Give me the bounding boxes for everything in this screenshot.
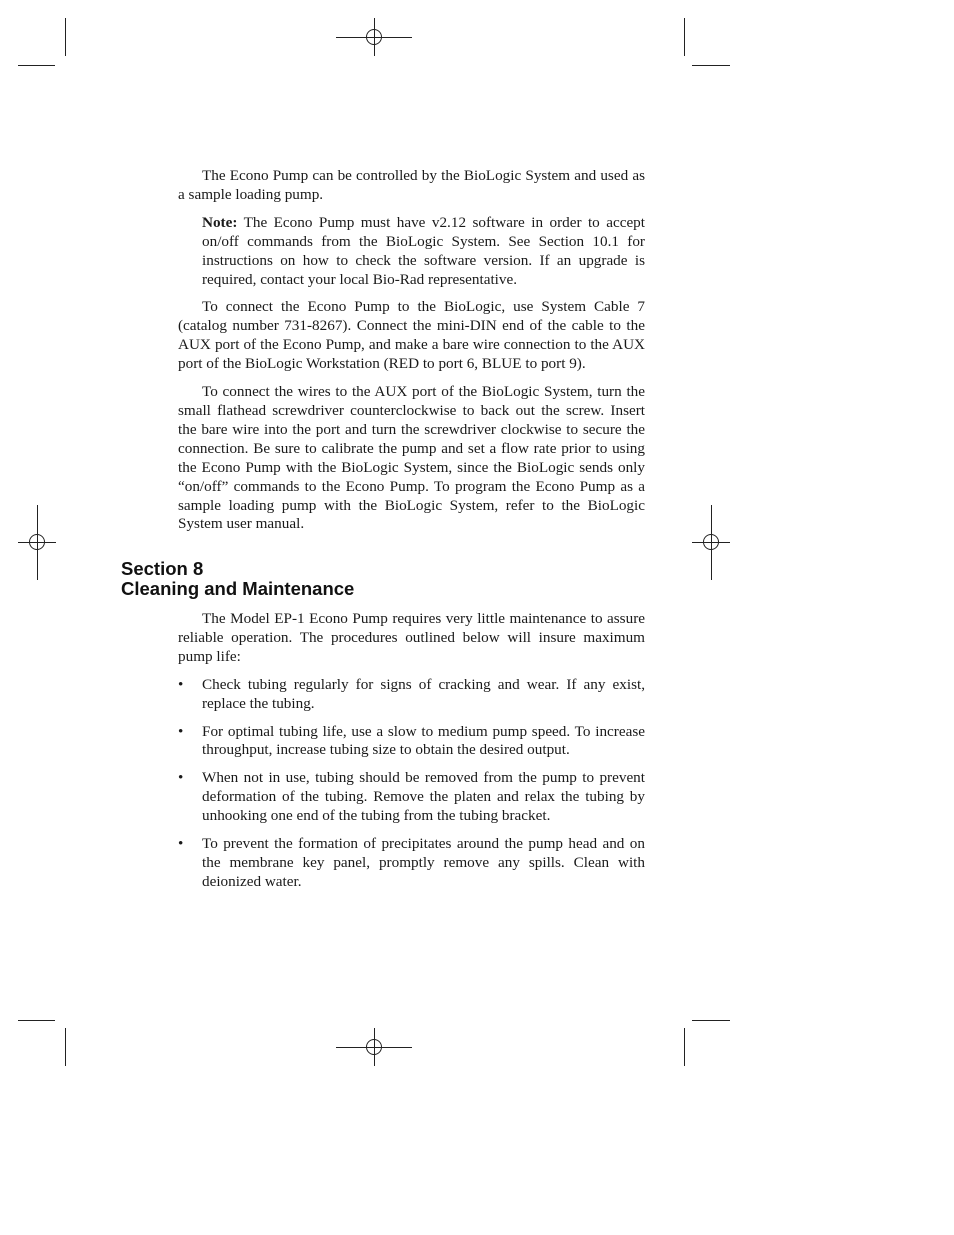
bullet-icon: • xyxy=(178,769,184,787)
intro-paragraph-1: The Econo Pump can be controlled by the BioLogic System and used as a sample loading pump. xyxy=(178,167,645,203)
note-text: The Econo Pump must have v2.12 software in order to accept on/off commands from the BioLogic System. See Section 10.1 for instructions on how to check the software version. If an upgrade is required, contact your local Bio-Rad representative. xyxy=(202,213,645,288)
section-number: Section 8 xyxy=(121,558,204,579)
maintenance-intro: The Model EP-1 Econo Pump requires very little maintenance to assure reliable operation. The procedures outlined below will insure maximum pump life: xyxy=(178,610,645,665)
note-label: Note: xyxy=(202,213,238,231)
list-item-text: To prevent the formation of precipitates around the pump head and on the membrane key panel, promptly remove any spills. Clean with deionized water. xyxy=(202,835,645,890)
list-item xyxy=(178,835,645,892)
note-paragraph xyxy=(202,214,645,290)
bullet-icon: • xyxy=(178,722,184,740)
section-heading xyxy=(121,559,354,599)
section-title: Cleaning and Maintenance xyxy=(121,578,355,599)
maintenance-block xyxy=(178,610,645,892)
intro-block xyxy=(178,167,645,534)
intro-paragraph-2: To connect the Econo Pump to the BioLogic, use System Cable 7 (catalog number 731-8267). Connect the mini-DIN end of the cable to the AUX port of the Econo Pump, and make a bare wire connection to the AUX port of the BioLogic Workstation (RED to port 6, BLUE to port 9). xyxy=(178,298,645,373)
bullet-icon: • xyxy=(178,835,184,853)
list-item xyxy=(178,723,645,761)
list-item-text: For optimal tubing life, use a slow to medium pump speed. To increase throughput, increase tubing size to obtain the desired output. xyxy=(202,722,645,759)
maintenance-list xyxy=(178,676,645,892)
list-item-text: When not in use, tubing should be removed from the pump to prevent deformation of the tubing. Remove the platen and relax the tubing by unhooking one end of the tubing from the tubing bracket. xyxy=(202,769,645,825)
list-item-text: Check tubing regularly for signs of cracking and wear. If any exist, replace the tubing. xyxy=(202,675,645,712)
intro-paragraph-3: To connect the wires to the AUX port of the BioLogic System, turn the small flathead screwdriver counterclockwise to back out the screw. Insert the bare wire into the port and turn the screwdriver clockwise to secure the connection. Be sure to calibrate the pump and set a flow rate prior to using the Econo Pump with the BioLogic System, since the BioLogic sends only “on/off” commands to the Econo Pump. To program the Econo Pump as a sample loading pump with the BioLogic System, refer to the BioLogic System user manual. xyxy=(178,383,645,533)
bullet-icon: • xyxy=(178,675,184,693)
list-item xyxy=(178,769,645,826)
list-item xyxy=(178,676,645,714)
